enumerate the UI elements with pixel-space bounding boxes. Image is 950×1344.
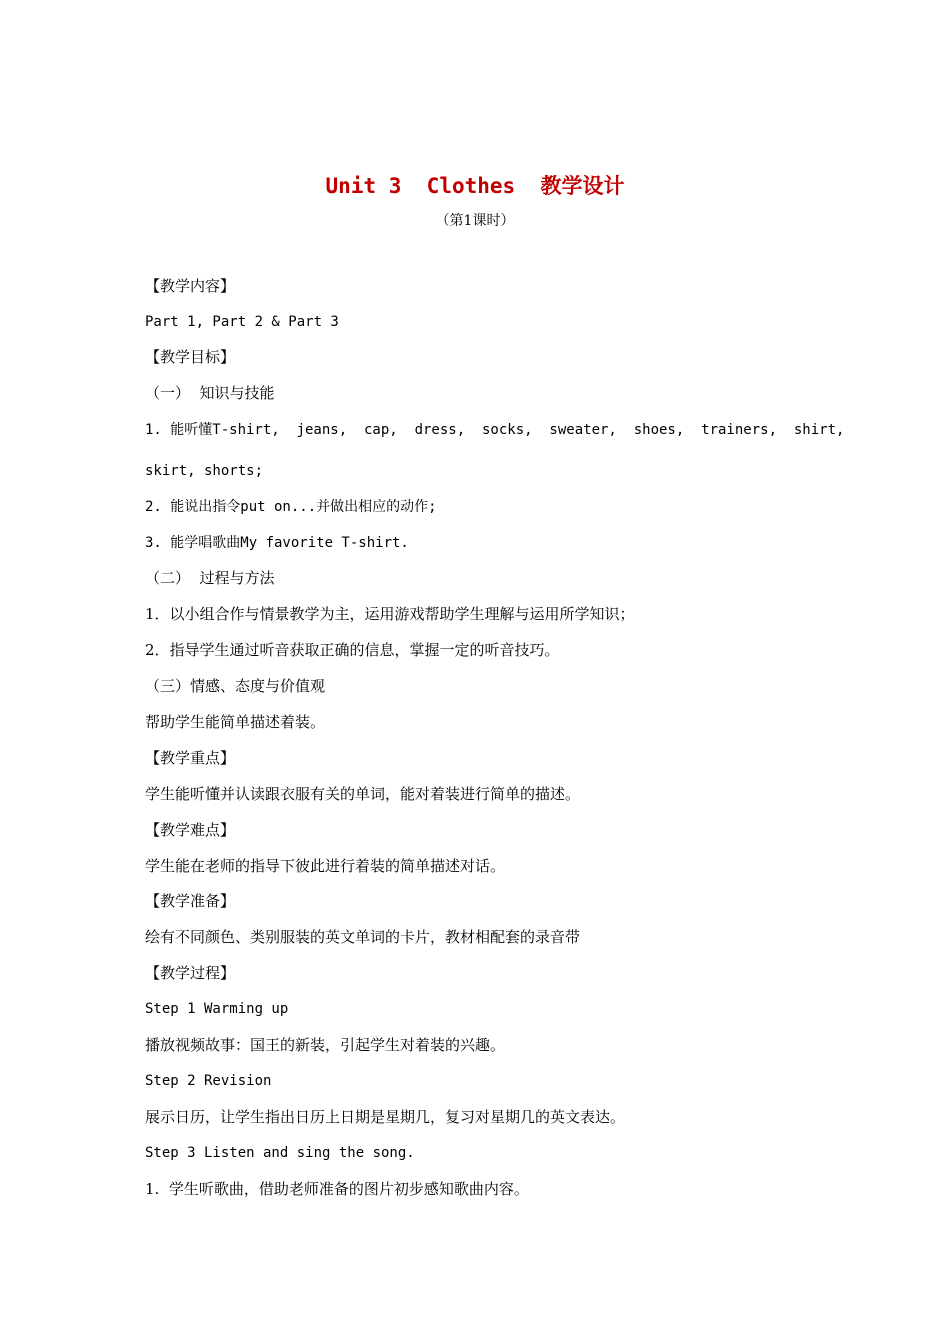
body-line: 播放视频故事：国王的新装，引起学生对着装的兴趣。 bbox=[145, 1036, 506, 1054]
body-line: 帮助学生能简单描述着装。 bbox=[145, 713, 326, 731]
subheading-process: （二） 过程与方法 bbox=[145, 569, 275, 587]
section-heading-difficulties: 【教学难点】 bbox=[145, 821, 236, 839]
section-heading-preparation: 【教学准备】 bbox=[145, 892, 236, 910]
body-line: 1. 能听懂T-shirt, jeans, cap, dress, socks, sweater, shoes, trainers, shirt, bbox=[145, 422, 845, 438]
step-heading: Step 1 Warming up bbox=[145, 1001, 289, 1017]
body-line: 2．指导学生通过听音获取正确的信息，掌握一定的听音技巧。 bbox=[145, 641, 560, 659]
subheading-knowledge: （一） 知识与技能 bbox=[145, 384, 275, 402]
section-heading-key-points: 【教学重点】 bbox=[145, 749, 236, 767]
body-line: skirt, shorts; bbox=[145, 463, 264, 479]
subheading-attitude: （三）情感、态度与价值观 bbox=[145, 677, 326, 695]
body-line: 展示日历，让学生指出日历上日期是星期几，复习对星期几的英文表达。 bbox=[145, 1108, 626, 1126]
step-heading: Step 3 Listen and sing the song. bbox=[145, 1145, 415, 1161]
step-heading: Step 2 Revision bbox=[145, 1073, 272, 1089]
body-line: 2. 能说出指令put on...并做出相应的动作; bbox=[145, 499, 437, 515]
body-line: 学生能在老师的指导下彼此进行着装的简单描述对话。 bbox=[145, 857, 506, 875]
body-line: 3. 能学唱歌曲My favorite T-shirt. bbox=[145, 535, 409, 551]
section-heading-objectives: 【教学目标】 bbox=[145, 348, 236, 366]
lesson-period: （第1课时） bbox=[435, 213, 515, 229]
body-line: 绘有不同颜色、类别服装的英文单词的卡片，教材相配套的录音带 bbox=[145, 928, 581, 946]
section-heading-content: 【教学内容】 bbox=[145, 277, 236, 295]
body-line: 1. 学生听歌曲，借助老师准备的图片初步感知歌曲内容。 bbox=[145, 1180, 529, 1198]
body-line: 1．以小组合作与情景教学为主，运用游戏帮助学生理解与运用所学知识； bbox=[145, 605, 635, 623]
document-title: Unit 3 Clothes 教学设计 bbox=[325, 174, 625, 198]
section-heading-procedure: 【教学过程】 bbox=[145, 964, 236, 982]
body-line: Part 1, Part 2 & Part 3 bbox=[145, 314, 339, 330]
body-line: 学生能听懂并认读跟衣服有关的单词，能对着装进行简单的描述。 bbox=[145, 785, 581, 803]
